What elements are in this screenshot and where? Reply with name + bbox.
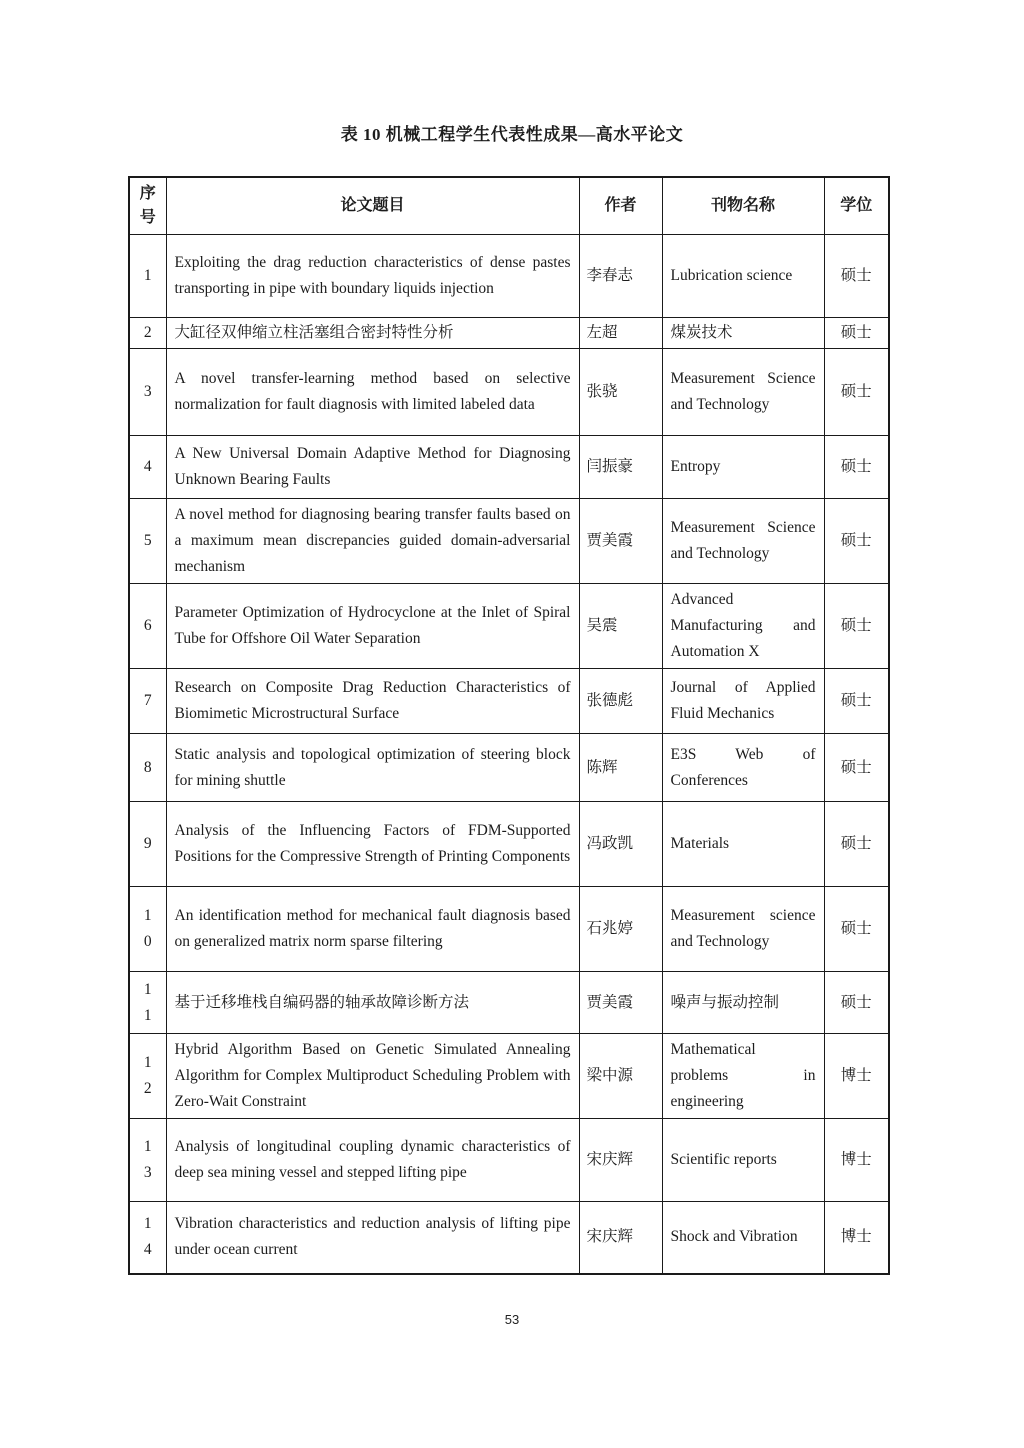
author-cell: 宋庆辉 [579, 1119, 662, 1202]
paper-title-cell: Static analysis and topological optimization of steering block for mining shuttle [166, 734, 579, 802]
table-row [129, 669, 889, 734]
row-number-cell: 14 [129, 1202, 166, 1274]
degree-cell: 硕士 [824, 499, 889, 584]
author-cell: 闫振豪 [579, 436, 662, 499]
degree-cell: 博士 [824, 1119, 889, 1202]
author-cell: 宋庆辉 [579, 1202, 662, 1274]
paper-title-cell: Parameter Optimization of Hydrocyclone at the Inlet of Spiral Tube for Offshore Oil Water Separation [166, 584, 579, 669]
paper-title-cell: Analysis of the Influencing Factors of FDM-Supported Positions for the Compressive Strength of Printing Components [166, 802, 579, 887]
table-row [129, 436, 889, 499]
author-cell: 梁中源 [579, 1034, 662, 1119]
papers-table-body [129, 235, 889, 1274]
table-row [129, 318, 889, 349]
journal-cell: 煤炭技术 [662, 318, 824, 349]
paper-title-cell: Analysis of longitudinal coupling dynamic characteristics of deep sea mining vessel and stepped lifting pipe [166, 1119, 579, 1202]
degree-cell: 博士 [824, 1034, 889, 1119]
author-cell: 张德彪 [579, 669, 662, 734]
column-header-paper-title: 论文题目 [166, 177, 579, 235]
journal-cell: Entropy [662, 436, 824, 499]
paper-title-cell: A novel method for diagnosing bearing transfer faults based on a maximum mean discrepancies guided domain-adversarial mechanism [166, 499, 579, 584]
paper-title-cell: Exploiting the drag reduction characteristics of dense pastes transporting in pipe with boundary liquids injection [166, 235, 579, 318]
degree-cell: 硕士 [824, 235, 889, 318]
journal-cell: Journal of Applied Fluid Mechanics [662, 669, 824, 734]
row-number-cell: 13 [129, 1119, 166, 1202]
column-header-author: 作者 [579, 177, 662, 235]
paper-title-cell: A New Universal Domain Adaptive Method for Diagnosing Unknown Bearing Faults [166, 436, 579, 499]
journal-cell: Advanced Manufacturing and Automation X [662, 584, 824, 669]
journal-cell: Measurement science and Technology [662, 887, 824, 972]
degree-cell: 硕士 [824, 972, 889, 1034]
table-row [129, 349, 889, 436]
table-row [129, 972, 889, 1034]
table-row [129, 1034, 889, 1119]
table-row [129, 802, 889, 887]
document-title: 表 10 机械工程学生代表性成果—高水平论文 [340, 125, 684, 144]
row-number-cell: 10 [129, 887, 166, 972]
table-row [129, 734, 889, 802]
column-header-no: 序号 [129, 177, 166, 235]
column-header-journal: 刊物名称 [662, 177, 824, 235]
degree-cell: 硕士 [824, 802, 889, 887]
row-number-cell: 11 [129, 972, 166, 1034]
journal-cell: Scientific reports [662, 1119, 824, 1202]
row-number-cell: 4 [129, 436, 166, 499]
degree-cell: 硕士 [824, 734, 889, 802]
journal-cell: Lubrication science [662, 235, 824, 318]
journal-cell: E3S Web of Conferences [662, 734, 824, 802]
table-row [129, 1202, 889, 1274]
row-number-cell: 5 [129, 499, 166, 584]
journal-cell: Measurement Science and Technology [662, 499, 824, 584]
journal-cell: Materials [662, 802, 824, 887]
degree-cell: 硕士 [824, 584, 889, 669]
paper-title-cell: Hybrid Algorithm Based on Genetic Simulated Annealing Algorithm for Complex Multiproduct Scheduling Problem with Zero-Wait Constraint [166, 1034, 579, 1119]
journal-cell: Shock and Vibration [662, 1202, 824, 1274]
journal-cell: Mathematical problems in engineering [662, 1034, 824, 1119]
paper-title-cell: A novel transfer-learning method based on selective normalization for fault diagnosis with limited labeled data [166, 349, 579, 436]
paper-title-cell: Research on Composite Drag Reduction Characteristics of Biomimetic Microstructural Surface [166, 669, 579, 734]
paper-title-cell: Vibration characteristics and reduction analysis of lifting pipe under ocean current [166, 1202, 579, 1274]
row-number-cell: 9 [129, 802, 166, 887]
journal-cell: 噪声与振动控制 [662, 972, 824, 1034]
author-cell: 石兆婷 [579, 887, 662, 972]
author-cell: 李春志 [579, 235, 662, 318]
paper-title-cell: An identification method for mechanical fault diagnosis based on generalized matrix norm sparse filtering [166, 887, 579, 972]
table-row [129, 584, 889, 669]
paper-title-cell: 大缸径双伸缩立柱活塞组合密封特性分析 [166, 318, 579, 349]
degree-cell: 硕士 [824, 436, 889, 499]
header-row [129, 177, 889, 235]
table-row [129, 887, 889, 972]
author-cell: 张骁 [579, 349, 662, 436]
papers-table-header [129, 177, 889, 235]
author-cell: 冯政凯 [579, 802, 662, 887]
row-number-cell: 1 [129, 235, 166, 318]
journal-cell: Measurement Science and Technology [662, 349, 824, 436]
page-number: 53 [504, 1312, 520, 1327]
author-cell: 吴震 [579, 584, 662, 669]
row-number-cell: 8 [129, 734, 166, 802]
author-cell: 陈辉 [579, 734, 662, 802]
papers-table [128, 176, 890, 1275]
row-number-cell: 12 [129, 1034, 166, 1119]
degree-cell: 硕士 [824, 349, 889, 436]
author-cell: 左超 [579, 318, 662, 349]
degree-cell: 硕士 [824, 887, 889, 972]
column-header-degree: 学位 [824, 177, 889, 235]
table-row [129, 499, 889, 584]
author-cell: 贾美霞 [579, 499, 662, 584]
author-cell: 贾美霞 [579, 972, 662, 1034]
degree-cell: 博士 [824, 1202, 889, 1274]
degree-cell: 硕士 [824, 669, 889, 734]
row-number-cell: 2 [129, 318, 166, 349]
row-number-cell: 3 [129, 349, 166, 436]
degree-cell: 硕士 [824, 318, 889, 349]
table-row [129, 1119, 889, 1202]
row-number-cell: 6 [129, 584, 166, 669]
row-number-cell: 7 [129, 669, 166, 734]
table-row [129, 235, 889, 318]
paper-title-cell: 基于迁移堆栈自编码器的轴承故障诊断方法 [166, 972, 579, 1034]
